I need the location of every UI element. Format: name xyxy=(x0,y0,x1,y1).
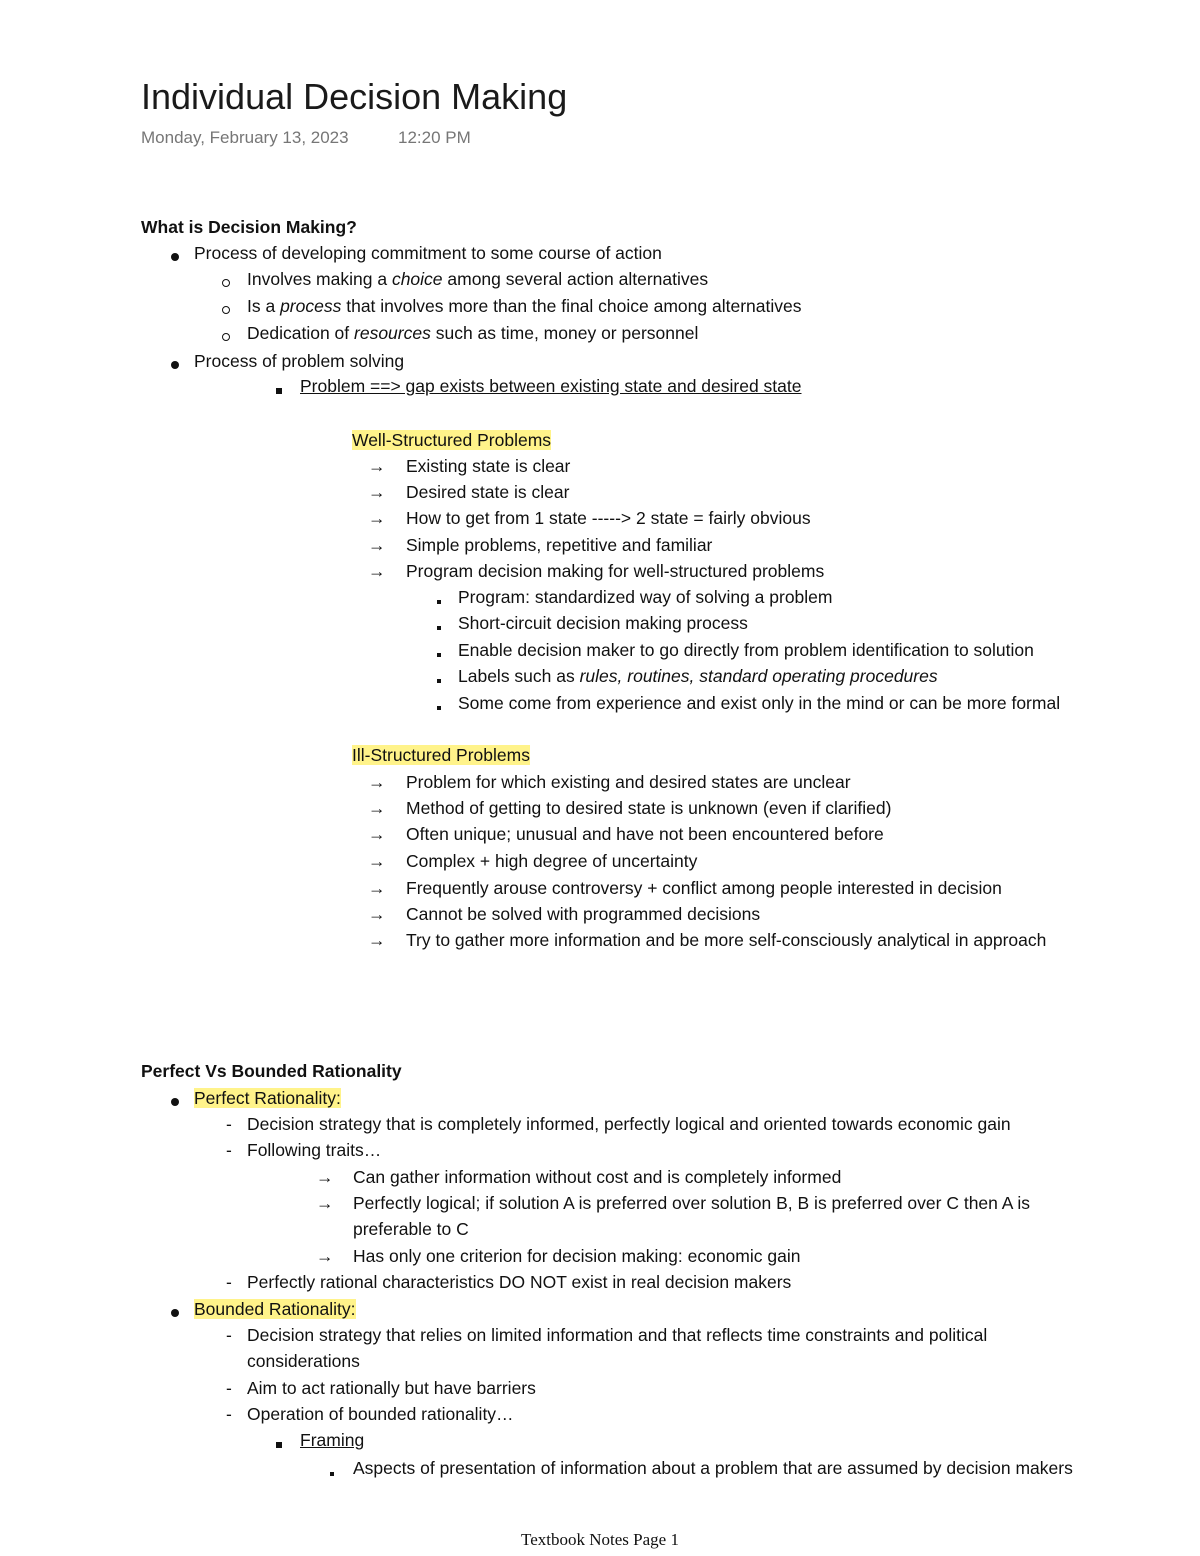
arrow-icon: → xyxy=(316,1167,334,1187)
perfect-rationality-label: Perfect Rationality: xyxy=(194,1088,341,1108)
ill-item: Frequently arouse controversy + conflict among people interested in decision xyxy=(406,878,1002,898)
square-bullet-icon xyxy=(330,1459,334,1483)
ill-item: Try to gather more information and be more self-consciously analytical in approach xyxy=(406,930,1047,950)
square-bullet-icon xyxy=(437,666,441,690)
dash-icon: - xyxy=(226,1325,232,1345)
arrow-icon: → xyxy=(368,772,386,792)
square-bullet-icon xyxy=(437,640,441,664)
well-item: Desired state is clear xyxy=(406,482,570,502)
well-item: Existing state is clear xyxy=(406,456,571,476)
dash-icon: - xyxy=(226,1378,232,1398)
page-footer: Textbook Notes Page 1 xyxy=(521,1530,679,1549)
sub-bullet-text: Involves making a choice among several action alternatives xyxy=(247,269,709,289)
well-structured-heading: Well-Structured Problems xyxy=(352,430,552,450)
bullet-text: Process of problem solving xyxy=(194,351,405,371)
perfect-item: Following traits… xyxy=(247,1140,382,1160)
circle-bullet-icon xyxy=(222,297,230,321)
arrow-icon: → xyxy=(368,798,386,818)
page-time: 12:20 PM xyxy=(398,128,471,147)
trait-item-continued: preferable to C xyxy=(353,1219,469,1239)
arrow-icon: → xyxy=(368,508,386,528)
sub-bullet-text: Is a process that involves more than the final choice among alternatives xyxy=(247,296,802,316)
page-title: Individual Decision Making xyxy=(141,76,568,117)
well-sub-item: Enable decision maker to go directly from problem identification to solution xyxy=(458,640,1034,660)
trait-item: Perfectly logical; if solution A is preferred over solution B, B is preferred over C then A is xyxy=(353,1193,1030,1213)
perfect-item: Decision strategy that is completely informed, perfectly logical and oriented towards economic gain xyxy=(247,1114,1011,1134)
arrow-icon: → xyxy=(368,535,386,555)
arrow-icon: → xyxy=(368,851,386,871)
arrow-icon: → xyxy=(368,904,386,924)
arrow-icon: → xyxy=(368,878,386,898)
framing-label: Framing xyxy=(300,1430,365,1450)
circle-bullet-icon xyxy=(222,270,230,294)
trait-item: Can gather information without cost and is completely informed xyxy=(353,1167,842,1187)
bounded-item: Operation of bounded rationality… xyxy=(247,1404,514,1424)
well-sub-item: Program: standardized way of solving a problem xyxy=(458,587,833,607)
bounded-item-continued: considerations xyxy=(247,1351,360,1371)
well-item: Program decision making for well-structured problems xyxy=(406,561,825,581)
square-bullet-icon xyxy=(437,693,441,717)
bounded-rationality-label: Bounded Rationality: xyxy=(194,1299,356,1319)
ill-item: Complex + high degree of uncertainty xyxy=(406,851,698,871)
arrow-icon: → xyxy=(368,930,386,950)
arrow-icon: → xyxy=(316,1246,334,1266)
problem-definition-text: Problem ==> gap exists between existing state and desired state xyxy=(300,376,802,396)
square-bullet-icon xyxy=(276,377,282,401)
bounded-item: Decision strategy that relies on limited information and that reflects time constraints and political xyxy=(247,1325,988,1345)
dash-icon: - xyxy=(226,1140,232,1160)
bounded-item: Aim to act rationally but have barriers xyxy=(247,1378,536,1398)
dash-icon: - xyxy=(226,1272,232,1292)
square-bullet-icon xyxy=(437,587,441,611)
well-item: How to get from 1 state -----> 2 state = fairly obvious xyxy=(406,508,811,528)
perfect-item: Perfectly rational characteristics DO NOT exist in real decision makers xyxy=(247,1272,792,1292)
disc-bullet-icon xyxy=(171,244,179,268)
arrow-icon: → xyxy=(368,456,386,476)
arrow-icon: → xyxy=(368,824,386,844)
bullet-text: Process of developing commitment to some course of action xyxy=(194,243,662,263)
disc-bullet-icon xyxy=(171,352,179,376)
arrow-icon: → xyxy=(368,482,386,502)
ill-item: Problem for which existing and desired states are unclear xyxy=(406,772,851,792)
ill-structured-heading: Ill-Structured Problems xyxy=(352,745,530,765)
well-sub-item: Labels such as rules, routines, standard operating procedures xyxy=(458,666,938,686)
section-heading-decision-making: What is Decision Making? xyxy=(141,217,357,237)
framing-sub-item: Aspects of presentation of information about a problem that are assumed by decision makers xyxy=(353,1458,1073,1478)
disc-bullet-icon xyxy=(171,1089,179,1113)
ill-item: Method of getting to desired state is unknown (even if clarified) xyxy=(406,798,892,818)
trait-item: Has only one criterion for decision making: economic gain xyxy=(353,1246,801,1266)
arrow-icon: → xyxy=(316,1193,334,1213)
sub-bullet-text: Dedication of resources such as time, money or personnel xyxy=(247,323,699,343)
well-sub-item: Short-circuit decision making process xyxy=(458,613,748,633)
ill-item: Cannot be solved with programmed decisions xyxy=(406,904,761,924)
dash-icon: - xyxy=(226,1114,232,1134)
square-bullet-icon xyxy=(437,613,441,637)
ill-item: Often unique; unusual and have not been encountered before xyxy=(406,824,884,844)
disc-bullet-icon xyxy=(171,1300,179,1324)
circle-bullet-icon xyxy=(222,324,230,348)
well-sub-item: Some come from experience and exist only in the mind or can be more formal xyxy=(458,693,1061,713)
section-heading-rationality: Perfect Vs Bounded Rationality xyxy=(141,1061,402,1081)
dash-icon: - xyxy=(226,1404,232,1424)
well-item: Simple problems, repetitive and familiar xyxy=(406,535,713,555)
arrow-icon: → xyxy=(368,561,386,581)
page-date: Monday, February 13, 2023 xyxy=(141,128,349,147)
square-bullet-icon xyxy=(276,1431,282,1455)
